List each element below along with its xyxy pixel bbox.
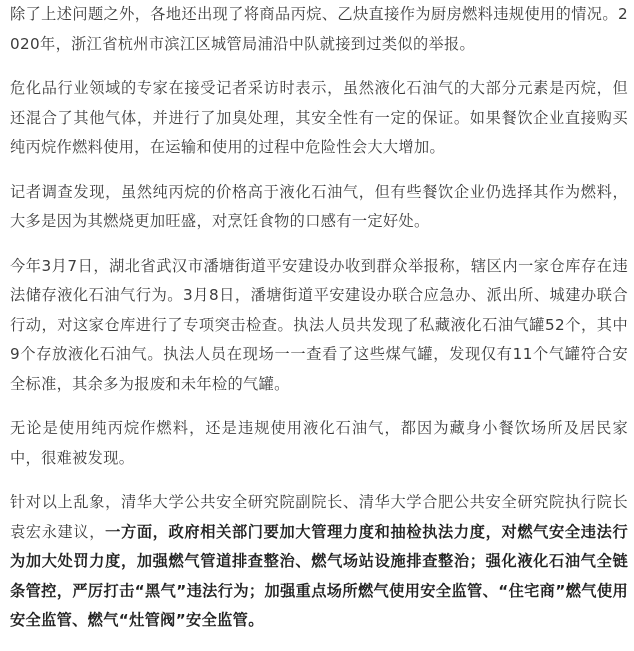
paragraph-6-intro: 针对以上乱象，清华大学公共安全研究院副院长、清华大学合肥公共安全研究院执行院长袁宏永建议， (10, 493, 628, 541)
paragraph-5: 无论是使用纯丙烷作燃料，还是违规使用液化石油气，都因为藏身小餐饮场所及居民家中，很难被发现。 (10, 419, 628, 467)
paragraph-6-bold-recommendation: 一方面，政府相关部门要加大管理力度和抽检执法力度，对燃气安全违法行为加大处罚力度，加强燃气管道排查整治、燃气场站设施排查整治；强化液化石油气全链条管控，严厉打击“黑气”违法行为；加强重点场所燃气使用安全监管、“住宅商”燃气使用安全监管、燃气“灶管阀”安全监管。 (10, 522, 628, 629)
paragraph-4: 今年3月7日，湖北省武汉市潘塘街道平安建设办收到群众举报称，辖区内一家仓库存在违法储存液化石油气行为。3月8日，潘塘街道平安建设办联合应急办、派出所、城建办联合行动，对这家仓库进行了专项突击检查。执法人员共发现了私藏液化石油气罐52个，其中9个存放液化石油气。执法人员在现场一一查看了这些煤气罐，发现仅有11个气罐符合安全标准，其余多为报废和未年检的气罐。 (10, 256, 628, 393)
paragraph-3: 记者调查发现，虽然纯丙烷的价格高于液化石油气，但有些餐饮企业仍选择其作为燃料，大多是因为其燃烧更加旺盛，对烹饪食物的口感有一定好处。 (10, 182, 628, 230)
paragraph-6 (10, 488, 628, 636)
paragraph-2: 危化品行业领域的专家在接受记者采访时表示，虽然液化石油气的大部分元素是丙烷，但还混合了其他气体，并进行了加臭处理，其安全性有一定的保证。如果餐饮企业直接购买纯丙烷作燃料使用，在运输和使用的过程中危险性会大大增加。 (10, 79, 628, 156)
article-body (10, 0, 628, 651)
paragraph-1: 除了上述问题之外，各地还出现了将商品丙烷、乙炔直接作为厨房燃料违规使用的情况。2020年，浙江省杭州市滨江区城管局浦沿中队就接到过类似的举报。 (10, 5, 628, 53)
